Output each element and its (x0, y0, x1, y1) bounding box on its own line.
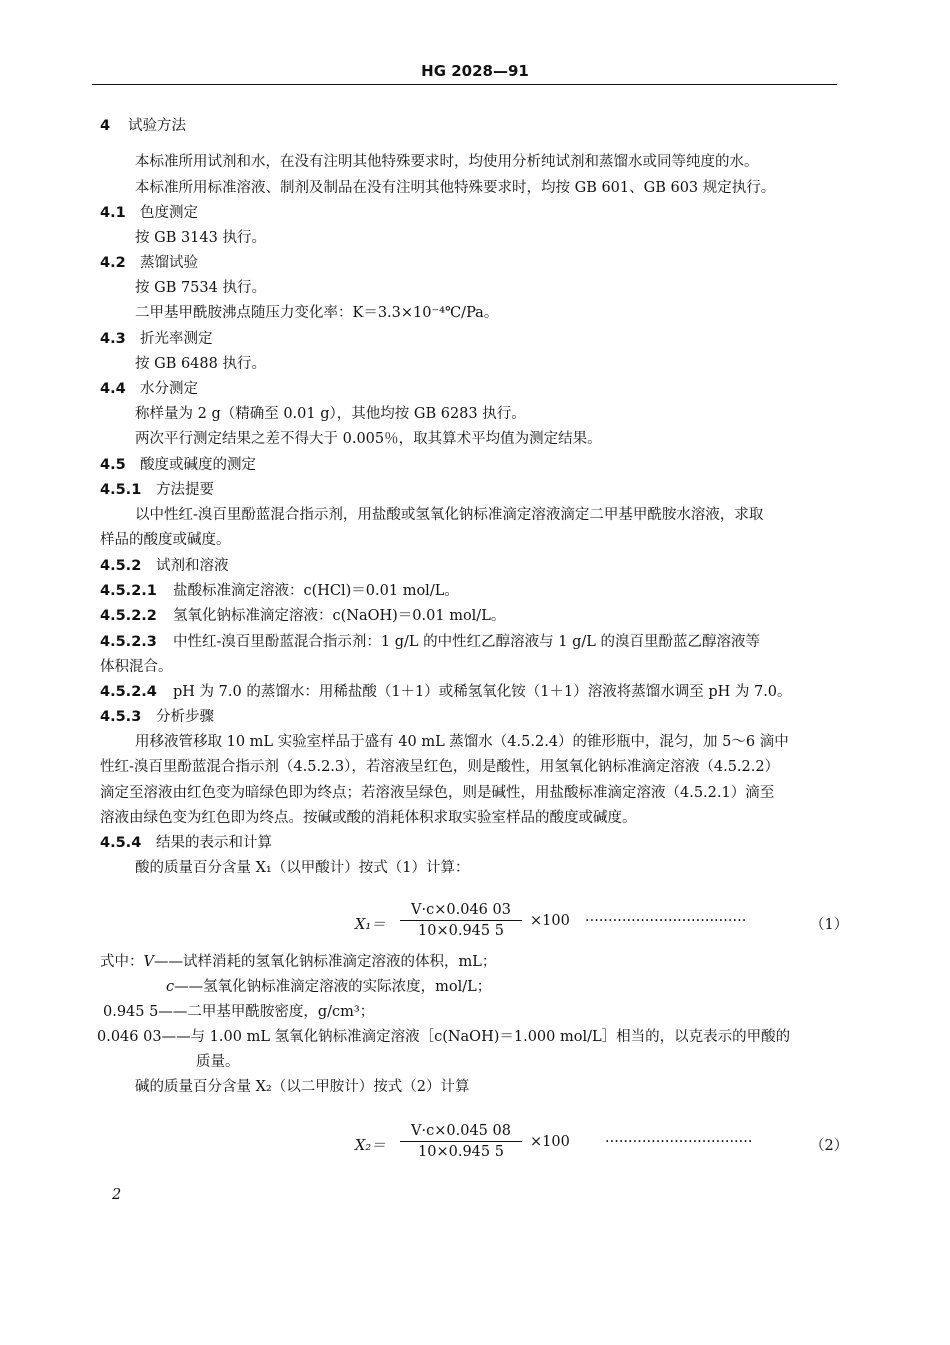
fraction-denominator: 10×0.945 5 (418, 1144, 504, 1160)
symbol-description: ——二甲基甲酰胺密度，g/cm³； (158, 1004, 375, 1020)
section-title: 试验方法 (128, 118, 186, 134)
item-text: pH 为 7.0 的蒸馏水：用稀盐酸（1＋1）或稀氢氧化铵（1＋1）溶液将蒸馏水调至 pH 为 7.0。 (173, 684, 792, 700)
paragraph: 按 GB 7534 执行。 (135, 280, 266, 296)
item-text-continued: 体积混合。 (100, 659, 173, 675)
symbol-description: ——与 1.00 mL 氢氧化钠标准滴定溶液［c(NaOH)＝1.000 mol/L］相当的，以克表示的甲酸的 (161, 1029, 791, 1045)
where-constant-continued: 质量。 (196, 1054, 240, 1070)
paragraph: 按 GB 3143 执行。 (135, 230, 266, 246)
paragraph-line: 滴定至溶液由红色变为暗绿色即为终点；若溶液呈绿色，则是碱性，用盐酸标准滴定溶液（4.5.2.1）滴至 (100, 785, 775, 801)
paragraph: 本标准所用标准溶液、制剂及制品在没有注明其他特殊要求时，均按 GB 601、GB 603 规定执行。 (135, 180, 776, 196)
item-4-5-2-2 (100, 605, 837, 627)
leader-dots: ································ (605, 1134, 753, 1150)
item-4-5-2-3 (100, 631, 837, 653)
paragraph-line: 溶液由绿色变为红色即为终点。按碱或酸的消耗体积求取实验室样品的酸度或碱度。 (100, 810, 637, 826)
where-v (100, 951, 496, 973)
item-text: 中性红-溴百里酚蓝混合指示剂：1 g/L 的中性红乙醇溶液与 1 g/L 的溴百里酚蓝乙醇溶液等 (173, 634, 760, 650)
section-number: 4.5.1 (100, 482, 142, 498)
symbol: V (143, 954, 154, 970)
where-density (103, 1001, 374, 1023)
section-number: 4.1 (100, 205, 126, 221)
section-title: 方法提要 (156, 482, 214, 498)
section-number: 4 (100, 118, 111, 134)
item-4-5-2-4 (100, 681, 837, 703)
paragraph: 按 GB 6488 执行。 (135, 356, 266, 372)
section-title: 蒸馏试验 (140, 255, 198, 271)
base-intro: 碱的质量百分含量 X₂（以二甲胺计）按式（2）计算 (135, 1079, 470, 1095)
section-number: 4.4 (100, 381, 126, 397)
fraction-numerator: V·c×0.046 03 (411, 902, 511, 918)
formula-lhs: X₂＝ (355, 1138, 386, 1154)
formula-lhs: X₁＝ (355, 917, 386, 933)
formula-1 (355, 900, 849, 948)
item-number: 4.5.2.2 (100, 608, 157, 624)
symbol-description: ——氢氧化钠标准滴定溶液的实际浓度，mol/L； (174, 979, 492, 995)
item-4-5-2-1 (100, 580, 837, 602)
fraction-denominator: 10×0.945 5 (418, 923, 504, 939)
symbol-description: ——试样消耗的氢氧化钠标准滴定溶液的体积，mL； (153, 954, 497, 970)
where-c (166, 976, 491, 998)
section-4-1-heading (100, 202, 837, 224)
paragraph: 两次平行测定结果之差不得大于 0.005％，取其算术平均值为测定结果。 (135, 431, 602, 447)
formula-multiplier: ×100 (530, 913, 570, 929)
section-4-2-heading (100, 252, 837, 274)
section-title: 酸度或碱度的测定 (140, 457, 256, 473)
paragraph: 本标准所用试剂和水，在没有注明其他特殊要求时，均使用分析纯试剂和蒸馏水或同等纯度的水。 (135, 154, 759, 170)
section-4-5-2-heading (100, 555, 837, 577)
section-4-5-heading (100, 454, 837, 476)
acid-intro: 酸的质量百分含量 X₁（以甲酸计）按式（1）计算： (135, 860, 470, 876)
section-4-heading (100, 115, 837, 137)
formula-fraction (400, 900, 522, 941)
header-rule (92, 84, 837, 85)
page-number: 2 (112, 1187, 122, 1203)
symbol: 0.945 5 (103, 1004, 159, 1020)
fraction-numerator: V·c×0.045 08 (411, 1123, 511, 1139)
section-title: 色度测定 (140, 205, 198, 221)
item-number: 4.5.2.1 (100, 583, 157, 599)
symbol: 0.046 03 (97, 1029, 162, 1045)
item-number: 4.5.2.4 (100, 684, 157, 700)
section-number: 4.5 (100, 457, 126, 473)
section-4-5-4-heading (100, 832, 837, 854)
item-number: 4.5.2.3 (100, 634, 157, 650)
formula-2 (355, 1121, 849, 1169)
section-number: 4.5.4 (100, 835, 142, 851)
formula-fraction (400, 1121, 522, 1162)
paragraph: 称样量为 2 g（精确至 0.01 g），其他均按 GB 6283 执行。 (135, 406, 526, 422)
section-number: 4.5.2 (100, 558, 142, 574)
paragraph-line: 用移液管移取 10 mL 实验室样品于盛有 40 mL 蒸馏水（4.5.2.4）的锥形瓶中，混匀，加 5～6 滴中 (135, 734, 789, 750)
section-4-4-heading (100, 378, 837, 400)
item-text: 氢氧化钠标准滴定溶液：c(NaOH)＝0.01 mol/L。 (173, 608, 506, 624)
item-text: 盐酸标准滴定溶液：c(HCl)＝0.01 mol/L。 (173, 583, 459, 599)
paragraph-line: 以中性红-溴百里酚蓝混合指示剂，用盐酸或氢氧化钠标准滴定溶液滴定二甲基甲酰胺水溶液，求取 (135, 507, 764, 523)
where-constant (97, 1026, 790, 1048)
equation-number: （1） (810, 917, 849, 933)
leader-dots: ··································· (585, 913, 747, 929)
equation-number: （2） (810, 1138, 849, 1154)
paragraph-line: 性红-溴百里酚蓝混合指示剂（4.5.2.3），若溶液呈红色，则是酸性，用氢氧化钠标准滴定溶液（4.5.2.2） (100, 759, 780, 775)
section-title: 分析步骤 (156, 709, 214, 725)
section-number: 4.5.3 (100, 709, 142, 725)
section-4-5-3-heading (100, 706, 837, 728)
section-number: 4.2 (100, 255, 126, 271)
formula-multiplier: ×100 (530, 1134, 570, 1150)
section-4-3-heading (100, 328, 837, 350)
section-title: 折光率测定 (140, 331, 213, 347)
section-4-5-1-heading (100, 479, 837, 501)
paragraph-line: 样品的酸度或碱度。 (100, 532, 231, 548)
section-title: 试剂和溶液 (156, 558, 229, 574)
section-number: 4.3 (100, 331, 126, 347)
symbol: c (166, 979, 175, 995)
standard-code-header: HG 2028—91 (421, 62, 529, 80)
paragraph: 二甲基甲酰胺沸点随压力变化率：K＝3.3×10⁻⁴℃/Pa。 (135, 305, 499, 321)
section-title: 水分测定 (140, 381, 198, 397)
where-lead: 式中： (100, 954, 144, 970)
section-title: 结果的表示和计算 (156, 835, 272, 851)
